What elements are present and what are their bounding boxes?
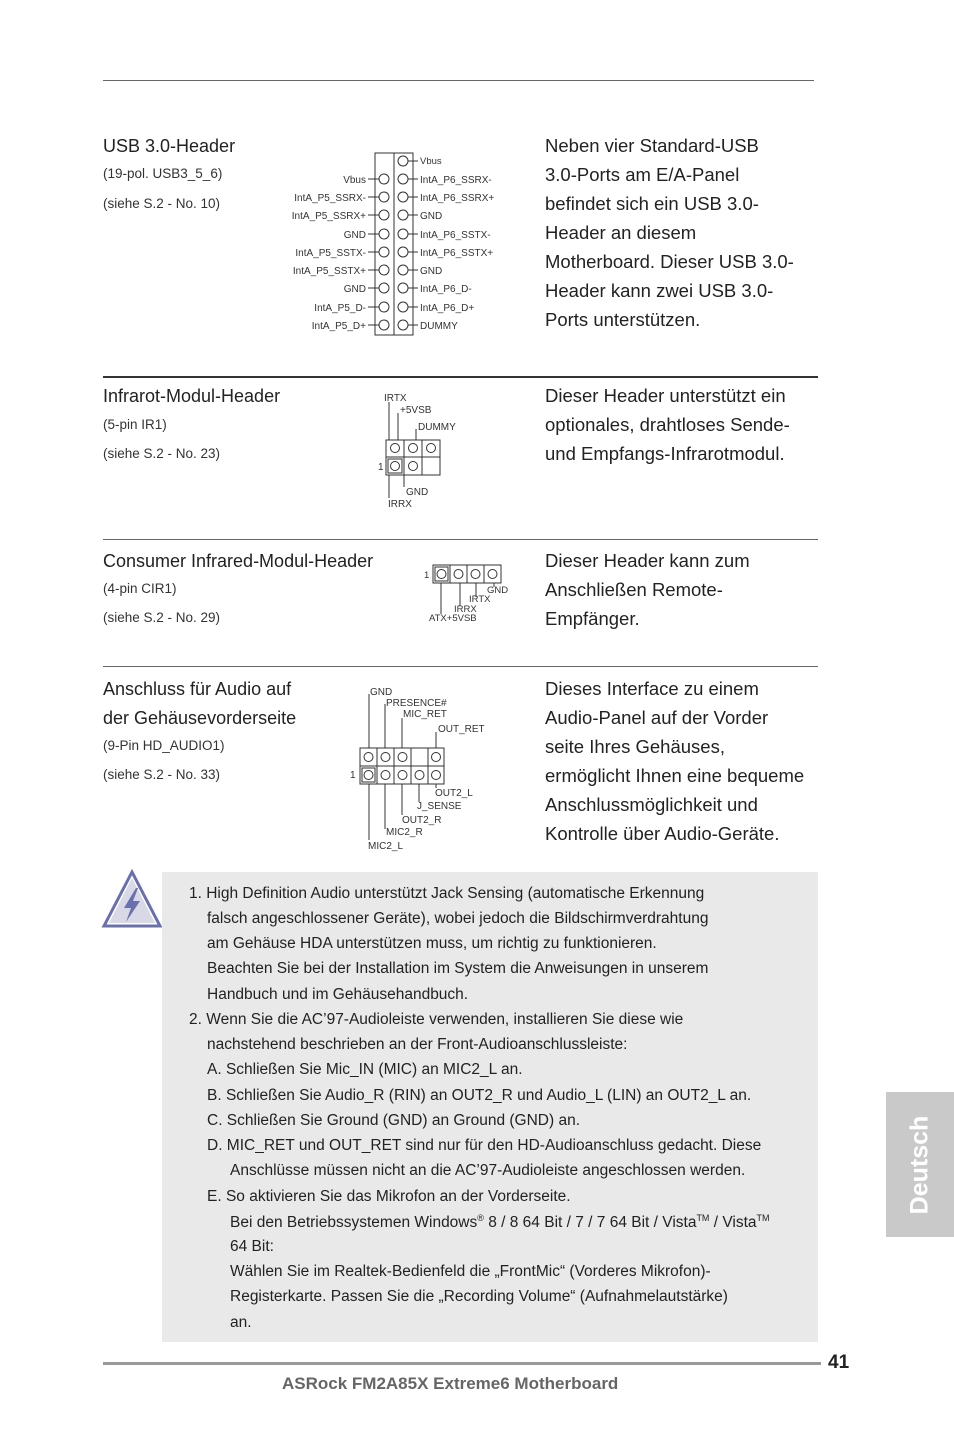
note-line: Anschlüsse müssen nicht an die AC’97-Audioleiste angeschlossen werden.	[230, 1162, 746, 1179]
note-line: am Gehäuse HDA unterstützen muss, um richtig zu funktionieren.	[207, 935, 657, 952]
trademark: TM	[756, 1213, 770, 1223]
section-divider	[103, 666, 818, 667]
audio-header-description	[545, 674, 825, 848]
ir-header-pins: (5-pin IR1)	[103, 417, 167, 432]
trademark: TM	[696, 1213, 710, 1223]
usb-pin-left: GND	[343, 230, 366, 241]
note-line: Handbuch und im Gehäusehandbuch.	[207, 986, 469, 1003]
note-line: B. Schließen Sie Audio_R (RIN) an OUT2_R und Audio_L (LIN) an OUT2_L an.	[207, 1087, 752, 1104]
language-tab-label: Deutsch	[905, 1115, 934, 1214]
ir-header-title: Infrarot-Modul-Header	[103, 386, 281, 406]
note-line: E. So aktivieren Sie das Mikrofon an der Vorderseite.	[207, 1188, 571, 1205]
warning-icon	[100, 868, 164, 930]
usb-pin-left: IntA_P5_SSRX-	[294, 193, 366, 204]
audio-label-pin1: 1	[350, 770, 356, 781]
note-line: Registerkarte. Passen Sie die „Recording Volume“ (Aufnahmelautstärke)	[230, 1288, 728, 1305]
note-line: 64 Bit:	[230, 1238, 274, 1255]
cir-header-ref: (siehe S.2 - No. 29)	[103, 610, 221, 625]
registered-mark: ®	[477, 1213, 484, 1223]
note-line: 1. High Definition Audio unterstützt Jack Sensing (automatische Erkennung	[189, 885, 705, 902]
ir-label-irrx: IRRX	[388, 499, 412, 510]
cir-label-irrx: IRRX	[454, 604, 477, 615]
desc-line: seite Ihres Gehäuses,	[545, 736, 725, 757]
desc-line: Motherboard. Dieser USB 3.0-	[545, 251, 794, 272]
cir-header-pins: (4-pin CIR1)	[103, 581, 177, 596]
ir-header-description	[545, 381, 825, 468]
usb-pin-right: IntA_P6_SSTX-	[420, 230, 491, 241]
note-text: Bei den Betriebssystemen Windows	[230, 1214, 478, 1232]
hd-audio-header-diagram	[345, 684, 495, 854]
audio-label-out-ret: OUT_RET	[438, 724, 485, 735]
note-line: 2. Wenn Sie die AC’97-Audioleiste verwenden, installieren Sie diese wie	[189, 1011, 684, 1028]
desc-line: Audio-Panel auf der Vorder	[545, 707, 769, 728]
footer-title: ASRock FM2A85X Extreme6 Motherboard	[282, 1374, 619, 1393]
usb-header-description	[545, 131, 825, 334]
audio-label-mic2-l: MIC2_L	[368, 841, 404, 852]
usb3-header-diagram	[270, 145, 540, 345]
desc-line: befindet sich ein USB 3.0-	[545, 193, 759, 214]
usb-pin-right: DUMMY	[420, 321, 458, 332]
audio-header-pins: (9-Pin HD_AUDIO1)	[103, 738, 225, 753]
audio-label-out2-r: OUT2_R	[402, 815, 442, 826]
audio-label-out2-l: OUT2_L	[435, 788, 473, 799]
audio-header-ref: (siehe S.2 - No. 33)	[103, 767, 221, 782]
usb-pin-left: Vbus	[343, 175, 366, 186]
usb-pin-right: Vbus	[420, 156, 442, 167]
note-line: A. Schließen Sie Mic_IN (MIC) an MIC2_L an.	[207, 1061, 523, 1078]
note-line: nachstehend beschrieben an der Front-Audioanschlussleiste:	[207, 1036, 628, 1053]
note-text: 8 / 8 64 Bit / 7 / 7 64 Bit / Vista	[483, 1214, 697, 1232]
desc-line: Header kann zwei USB 3.0-	[545, 280, 774, 301]
usb-pin-right: GND	[420, 266, 443, 277]
usb-header-ref: (siehe S.2 - No. 10)	[103, 196, 221, 211]
note-line-windows	[230, 1213, 770, 1232]
desc-line: Ports unterstützen.	[545, 309, 701, 330]
audio-label-gnd: GND	[370, 687, 393, 698]
audio-label-presence: PRESENCE#	[386, 698, 447, 709]
audio-label-mic-ret: MIC_RET	[403, 709, 447, 720]
audio-label-mic2-r: MIC2_R	[386, 827, 423, 838]
audio-header-title-line1: Anschluss für Audio auf	[103, 679, 292, 699]
cir-label-atx: ATX+5VSB	[429, 613, 477, 624]
ir-header-diagram	[370, 388, 480, 513]
section-divider	[103, 539, 818, 540]
desc-line: 3.0-Ports am E/A-Panel	[545, 164, 740, 185]
top-rule	[103, 80, 814, 81]
desc-line: ermöglicht Ihnen eine bequeme	[545, 765, 805, 786]
note-text: / Vista	[709, 1214, 757, 1232]
desc-line: Anschlussmöglichkeit und	[545, 794, 758, 815]
desc-line: Dieser Header kann zum	[545, 550, 750, 571]
ir-label-gnd: GND	[406, 487, 429, 498]
audio-label-j-sense: J_SENSE	[417, 801, 462, 812]
usb-pin-right: IntA_P6_D+	[420, 303, 475, 314]
usb-pin-left: IntA_P5_SSTX+	[292, 266, 366, 277]
usb-pin-left: IntA_P5_SSTX-	[295, 248, 366, 259]
cir-header-diagram	[420, 560, 520, 628]
ir-label-dummy: DUMMY	[418, 422, 456, 433]
usb-pin-left: IntA_P5_D+	[311, 321, 366, 332]
ir-label-pin1: 1	[378, 462, 384, 473]
ir-label-irtx: IRTX	[384, 393, 407, 404]
note-line: Wählen Sie im Realtek-Bedienfeld die „FrontMic“ (Vorderes Mikrofon)-	[230, 1263, 711, 1280]
footer-rule	[103, 1362, 821, 1365]
usb-header-title: USB 3.0-Header	[103, 136, 236, 156]
cir-label-gnd: GND	[487, 585, 509, 596]
desc-line: Neben vier Standard-USB	[545, 135, 759, 156]
usb-header-pins: (19-pol. USB3_5_6)	[103, 166, 223, 181]
ir-label-vsb: +5VSB	[400, 405, 432, 416]
audio-header-title-line2: der Gehäusevorderseite	[103, 708, 297, 728]
usb-pin-left: IntA_P5_SSRX+	[291, 211, 366, 222]
desc-line: Header an diesem	[545, 222, 697, 243]
usb-pin-right: IntA_P6_SSRX+	[420, 193, 495, 204]
page-number: 41	[828, 1352, 850, 1373]
desc-line: Dieses Interface zu einem	[545, 678, 759, 699]
desc-line: und Empfangs-Infrarotmodul.	[545, 443, 785, 464]
usb-pin-left: GND	[343, 284, 366, 295]
ir-header-ref: (siehe S.2 - No. 23)	[103, 446, 221, 461]
desc-line: Anschließen Remote-	[545, 579, 723, 600]
desc-line: Empfänger.	[545, 608, 640, 629]
usb-pin-right: IntA_P6_SSTX+	[420, 248, 494, 259]
cir-label-irtx: IRTX	[469, 594, 491, 605]
desc-line: optionales, drahtloses Sende-	[545, 414, 790, 435]
usb-pin-right: IntA_P6_SSRX-	[420, 175, 492, 186]
cir-header-description	[545, 546, 825, 633]
usb-pin-right: IntA_P6_D-	[420, 284, 472, 295]
usb-pin-right: GND	[420, 211, 443, 222]
section-divider	[103, 376, 818, 378]
desc-line: Dieser Header unterstützt ein	[545, 385, 786, 406]
cir-label-pin1: 1	[424, 570, 430, 581]
note-line: falsch angeschlossener Geräte), wobei jedoch die Bildschirmverdrahtung	[207, 910, 709, 927]
note-line: Beachten Sie bei der Installation im System die Anweisungen in unserem	[207, 960, 709, 977]
note-line: an.	[230, 1314, 252, 1331]
note-line: D. MIC_RET und OUT_RET sind nur für den HD-Audioanschluss gedacht. Diese	[207, 1137, 762, 1154]
note-line: C. Schließen Sie Ground (GND) an Ground (GND) an.	[207, 1112, 580, 1129]
cir-header-title: Consumer Infrared-Modul-Header	[103, 551, 374, 571]
desc-line: Kontrolle über Audio-Geräte.	[545, 823, 780, 844]
language-tab	[886, 1092, 954, 1237]
usb-pin-left: IntA_P5_D-	[314, 303, 366, 314]
